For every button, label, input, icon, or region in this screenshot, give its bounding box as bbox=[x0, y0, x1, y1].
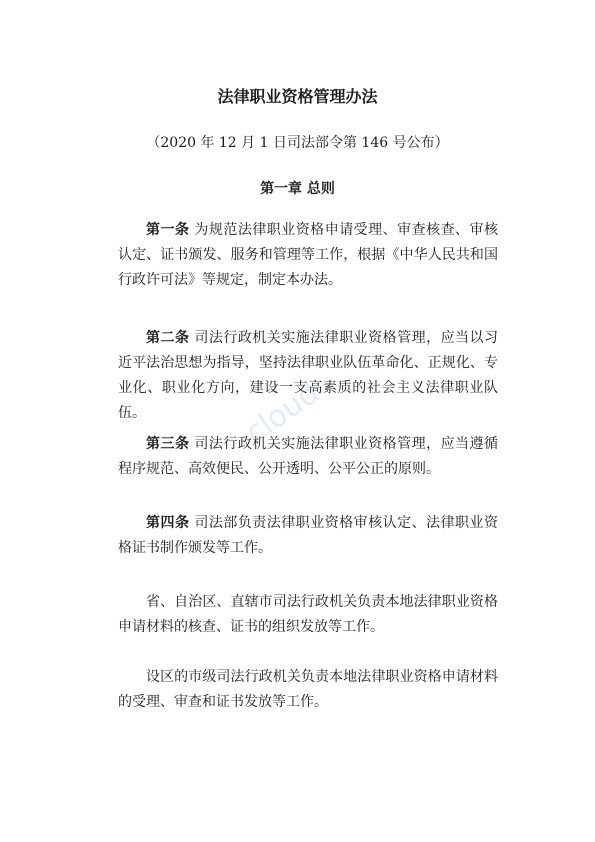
article-4-paragraph-2 bbox=[118, 590, 498, 640]
document-subtitle: （2020 年 12 月 1 日司法部令第 146 号公布） bbox=[146, 135, 449, 151]
chapter-heading: 第一章 总则 bbox=[260, 181, 335, 197]
article-text: 司法部负责法律职业资格审核认定、法律职业资格证书制作颁发等工作。 bbox=[118, 515, 499, 556]
article-text: 设区的市级司法行政机关负责本地法律职业资格申请材料的受理、审查和证书发放等工作。 bbox=[118, 669, 498, 710]
article-text: 司法行政机关实施法律职业资格管理，应当以习近平法治思想为指导，坚持法律职业队伍革命化、正规化、专业化、职业化方向，建设一支高素质的社会主义法律职业队伍。 bbox=[118, 330, 499, 421]
watermark-text: cloud bbox=[239, 375, 326, 451]
document-title: 法律职业资格管理办法 bbox=[217, 87, 378, 106]
article-text: 司法行政机关实施法律职业资格管理，应当遵循程序规范、高效便民、公开透明、公平公正的原则。 bbox=[118, 436, 499, 477]
article-number: 第二条 bbox=[146, 330, 190, 346]
article-text: 省、自治区、直辖市司法行政机关负责本地法律职业资格申请材料的核查、证书的组织发放等工作。 bbox=[118, 594, 498, 635]
article-2-paragraph bbox=[118, 326, 498, 426]
article-text: 为规范法律职业资格申请受理、审查核查、审核认定、证书颁发、服务和管理等工作，根据《中华人民共和国行政许可法》等规定，制定本办法。 bbox=[118, 222, 499, 288]
article-4-paragraph bbox=[118, 511, 498, 561]
article-number: 第四条 bbox=[146, 515, 190, 531]
article-number: 第一条 bbox=[146, 222, 190, 238]
article-4-paragraph-3 bbox=[118, 665, 498, 715]
article-1-paragraph bbox=[118, 218, 498, 293]
article-number: 第三条 bbox=[146, 436, 190, 452]
article-3-paragraph bbox=[118, 432, 498, 482]
